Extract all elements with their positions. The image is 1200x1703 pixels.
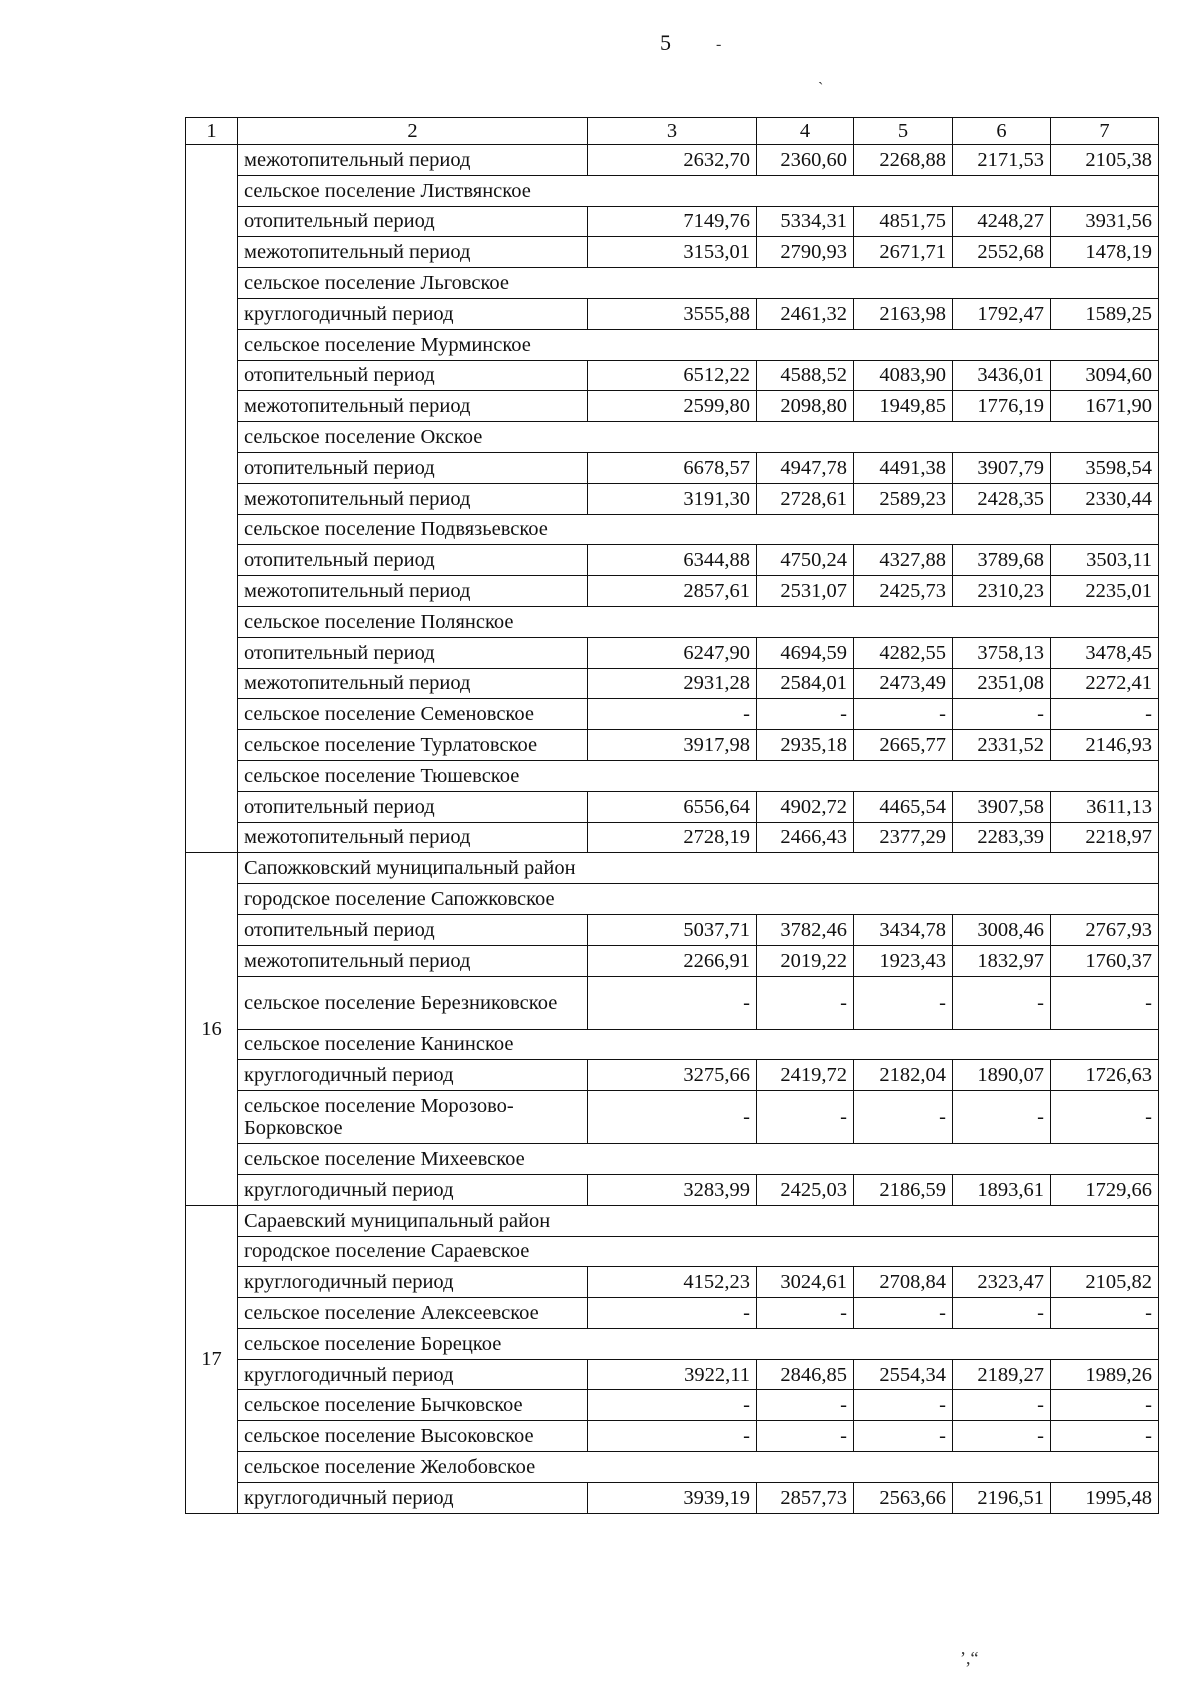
value-cell: -	[1051, 1390, 1159, 1421]
value-cell: 2931,28	[588, 668, 757, 699]
row-label: сельское поселение Березниковское	[238, 976, 588, 1029]
table-row	[186, 1390, 1159, 1421]
table-row	[186, 545, 1159, 576]
row-label: межотопительный период	[238, 945, 588, 976]
value-cell: 5037,71	[588, 914, 757, 945]
value-cell: 2105,38	[1051, 145, 1159, 176]
value-cell: 4588,52	[757, 360, 854, 391]
row-label: городское поселение Сапожковское	[238, 884, 1159, 915]
table-row	[186, 452, 1159, 483]
value-cell: 2461,32	[757, 298, 854, 329]
value-cell: 4851,75	[854, 206, 953, 237]
table-row	[186, 329, 1159, 360]
value-cell: 4465,54	[854, 791, 953, 822]
table-row	[186, 914, 1159, 945]
table-row	[186, 576, 1159, 607]
table-row	[186, 483, 1159, 514]
value-cell: -	[757, 1421, 854, 1452]
row-label: круглогодичный период	[238, 1359, 588, 1390]
table-row	[186, 1029, 1159, 1060]
table-row	[186, 1267, 1159, 1298]
row-label: Сараевский муниципальный район	[238, 1205, 1159, 1236]
table-row	[186, 884, 1159, 915]
value-cell: 2323,47	[953, 1267, 1051, 1298]
table-row	[186, 422, 1159, 453]
value-cell: 2767,93	[1051, 914, 1159, 945]
value-cell: 3275,66	[588, 1060, 757, 1091]
value-cell: 2671,71	[854, 237, 953, 268]
row-label: сельское поселение Листвянское	[238, 175, 1159, 206]
value-cell: -	[854, 1421, 953, 1452]
table-row	[186, 1060, 1159, 1091]
value-cell: 2790,93	[757, 237, 854, 268]
value-cell: 1729,66	[1051, 1174, 1159, 1205]
table-row	[186, 760, 1159, 791]
tariff-table	[185, 117, 1159, 1514]
table-row	[186, 360, 1159, 391]
value-cell: -	[854, 976, 953, 1029]
value-cell: 4327,88	[854, 545, 953, 576]
signature-mark: ’,“	[960, 1648, 979, 1668]
value-cell: -	[1051, 1421, 1159, 1452]
value-cell: -	[757, 1091, 854, 1144]
value-cell: -	[1051, 699, 1159, 730]
value-cell: 2235,01	[1051, 576, 1159, 607]
value-cell: 2425,73	[854, 576, 953, 607]
value-cell: 2360,60	[757, 145, 854, 176]
row-label: сельское поселение Михеевское	[238, 1144, 1159, 1175]
value-cell: 4902,72	[757, 791, 854, 822]
value-cell: 3094,60	[1051, 360, 1159, 391]
value-cell: 2171,53	[953, 145, 1051, 176]
value-cell: 2554,34	[854, 1359, 953, 1390]
value-cell: 6556,64	[588, 791, 757, 822]
row-label: сельское поселение Полянское	[238, 606, 1159, 637]
value-cell: 1893,61	[953, 1174, 1051, 1205]
value-cell: 3024,61	[757, 1267, 854, 1298]
value-cell: 3008,46	[953, 914, 1051, 945]
row-label: круглогодичный период	[238, 1267, 588, 1298]
table-row	[186, 976, 1159, 1029]
row-label: межотопительный период	[238, 237, 588, 268]
value-cell: -	[757, 1298, 854, 1329]
row-label: круглогодичный период	[238, 298, 588, 329]
table-row	[186, 1482, 1159, 1513]
row-label: отопительный период	[238, 637, 588, 668]
value-cell: 3939,19	[588, 1482, 757, 1513]
value-cell: -	[588, 699, 757, 730]
value-cell: 1995,48	[1051, 1482, 1159, 1513]
value-cell: 2351,08	[953, 668, 1051, 699]
table-row	[186, 268, 1159, 299]
row-label: сельское поселение Борецкое	[238, 1328, 1159, 1359]
column-header: 3	[588, 118, 757, 145]
row-label: отопительный период	[238, 791, 588, 822]
value-cell: 2268,88	[854, 145, 953, 176]
row-number-cell: 16	[186, 853, 238, 1205]
value-cell: 2163,98	[854, 298, 953, 329]
row-label: отопительный период	[238, 914, 588, 945]
row-label: сельское поселение Льговское	[238, 268, 1159, 299]
value-cell: 1589,25	[1051, 298, 1159, 329]
value-cell: 2019,22	[757, 945, 854, 976]
value-cell: 1478,19	[1051, 237, 1159, 268]
column-header: 2	[238, 118, 588, 145]
row-label: отопительный период	[238, 206, 588, 237]
value-cell: -	[1051, 1091, 1159, 1144]
row-label: сельское поселение Высоковское	[238, 1421, 588, 1452]
value-cell: -	[854, 1298, 953, 1329]
value-cell: -	[953, 1298, 1051, 1329]
row-label: городское поселение Сараевское	[238, 1236, 1159, 1267]
table-row	[186, 637, 1159, 668]
value-cell: 2196,51	[953, 1482, 1051, 1513]
value-cell: 2419,72	[757, 1060, 854, 1091]
value-cell: 3922,11	[588, 1359, 757, 1390]
value-cell: 3917,98	[588, 730, 757, 761]
value-cell: 3283,99	[588, 1174, 757, 1205]
value-cell: -	[588, 1091, 757, 1144]
value-cell: 2466,43	[757, 822, 854, 853]
value-cell: 2599,80	[588, 391, 757, 422]
value-cell: 2728,19	[588, 822, 757, 853]
column-header: 5	[854, 118, 953, 145]
value-cell: -	[953, 1390, 1051, 1421]
scan-mark: -	[716, 36, 722, 53]
column-header: 4	[757, 118, 854, 145]
row-label: сельское поселение Семеновское	[238, 699, 588, 730]
value-cell: 1776,19	[953, 391, 1051, 422]
row-label: круглогодичный период	[238, 1174, 588, 1205]
scan-mark: `	[818, 80, 824, 97]
value-cell: 7149,76	[588, 206, 757, 237]
value-cell: 2665,77	[854, 730, 953, 761]
value-cell: 3907,79	[953, 452, 1051, 483]
value-cell: 2331,52	[953, 730, 1051, 761]
value-cell: 2189,27	[953, 1359, 1051, 1390]
row-label: сельское поселение Алексеевское	[238, 1298, 588, 1329]
value-cell: 2857,61	[588, 576, 757, 607]
value-cell: 3478,45	[1051, 637, 1159, 668]
value-cell: -	[854, 699, 953, 730]
row-label: сельское поселение Окское	[238, 422, 1159, 453]
value-cell: -	[588, 1390, 757, 1421]
value-cell: 2330,44	[1051, 483, 1159, 514]
row-number-cell	[186, 145, 238, 853]
table-row	[186, 1298, 1159, 1329]
table-row	[186, 1421, 1159, 1452]
table-row	[186, 853, 1159, 884]
value-cell: -	[953, 699, 1051, 730]
column-header: 1	[186, 118, 238, 145]
value-cell: 1832,97	[953, 945, 1051, 976]
value-cell: -	[854, 1091, 953, 1144]
value-cell: 4282,55	[854, 637, 953, 668]
value-cell: -	[588, 1421, 757, 1452]
table-row	[186, 1236, 1159, 1267]
table-row	[186, 668, 1159, 699]
value-cell: 4947,78	[757, 452, 854, 483]
value-cell: 2563,66	[854, 1482, 953, 1513]
value-cell: 4491,38	[854, 452, 953, 483]
value-cell: 2531,07	[757, 576, 854, 607]
value-cell: 2584,01	[757, 668, 854, 699]
table-row	[186, 822, 1159, 853]
column-header: 7	[1051, 118, 1159, 145]
table-row	[186, 175, 1159, 206]
value-cell: 6678,57	[588, 452, 757, 483]
row-label: межотопительный период	[238, 822, 588, 853]
value-cell: 2272,41	[1051, 668, 1159, 699]
value-cell: 3907,58	[953, 791, 1051, 822]
row-label: сельское поселение Турлатовское	[238, 730, 588, 761]
value-cell: 1989,26	[1051, 1359, 1159, 1390]
row-label: круглогодичный период	[238, 1482, 588, 1513]
table-row	[186, 945, 1159, 976]
value-cell: 1792,47	[953, 298, 1051, 329]
value-cell: 2105,82	[1051, 1267, 1159, 1298]
table-row	[186, 391, 1159, 422]
value-cell: -	[757, 976, 854, 1029]
value-cell: 6247,90	[588, 637, 757, 668]
table-row	[186, 730, 1159, 761]
value-cell: 1890,07	[953, 1060, 1051, 1091]
value-cell: 5334,31	[757, 206, 854, 237]
row-label: межотопительный период	[238, 391, 588, 422]
value-cell: -	[757, 1390, 854, 1421]
value-cell: -	[854, 1390, 953, 1421]
row-label: сельское поселение Тюшевское	[238, 760, 1159, 791]
table-row	[186, 1144, 1159, 1175]
row-label: сельское поселение Морозово-Борковское	[238, 1091, 588, 1144]
value-cell: 3931,56	[1051, 206, 1159, 237]
table-row	[186, 1359, 1159, 1390]
value-cell: 6512,22	[588, 360, 757, 391]
table-row	[186, 1205, 1159, 1236]
row-label: Сапожковский муниципальный район	[238, 853, 1159, 884]
value-cell: 4694,59	[757, 637, 854, 668]
value-cell: 1949,85	[854, 391, 953, 422]
value-cell: 2728,61	[757, 483, 854, 514]
row-label: межотопительный период	[238, 483, 588, 514]
row-label: отопительный период	[238, 452, 588, 483]
value-cell: 3503,11	[1051, 545, 1159, 576]
value-cell: 2146,93	[1051, 730, 1159, 761]
table-row	[186, 514, 1159, 545]
table-body	[186, 118, 1159, 1514]
value-cell: 1671,90	[1051, 391, 1159, 422]
table-row	[186, 1328, 1159, 1359]
value-cell: 4248,27	[953, 206, 1051, 237]
value-cell: 2283,39	[953, 822, 1051, 853]
value-cell: -	[757, 699, 854, 730]
value-cell: -	[1051, 976, 1159, 1029]
value-cell: 2857,73	[757, 1482, 854, 1513]
value-cell: 3555,88	[588, 298, 757, 329]
value-cell: 2182,04	[854, 1060, 953, 1091]
value-cell: -	[588, 976, 757, 1029]
table-row	[186, 1174, 1159, 1205]
value-cell: 4152,23	[588, 1267, 757, 1298]
value-cell: 3789,68	[953, 545, 1051, 576]
value-cell: 3782,46	[757, 914, 854, 945]
table-row	[186, 1452, 1159, 1483]
table-row	[186, 791, 1159, 822]
row-label: сельское поселение Подвязьевское	[238, 514, 1159, 545]
value-cell: 2632,70	[588, 145, 757, 176]
table-row	[186, 606, 1159, 637]
value-cell: 2098,80	[757, 391, 854, 422]
value-cell: -	[1051, 1298, 1159, 1329]
value-cell: 4750,24	[757, 545, 854, 576]
value-cell: 2552,68	[953, 237, 1051, 268]
header-row	[186, 118, 1159, 145]
value-cell: 2428,35	[953, 483, 1051, 514]
table-row	[186, 1091, 1159, 1144]
value-cell: 2377,29	[854, 822, 953, 853]
row-number-cell: 17	[186, 1205, 238, 1513]
table-row	[186, 145, 1159, 176]
value-cell: 2310,23	[953, 576, 1051, 607]
value-cell: 1760,37	[1051, 945, 1159, 976]
row-label: межотопительный период	[238, 145, 588, 176]
row-label: отопительный период	[238, 360, 588, 391]
value-cell: -	[953, 1421, 1051, 1452]
value-cell: 4083,90	[854, 360, 953, 391]
value-cell: 2846,85	[757, 1359, 854, 1390]
table-row	[186, 699, 1159, 730]
table-row	[186, 298, 1159, 329]
value-cell: 2425,03	[757, 1174, 854, 1205]
value-cell: 2708,84	[854, 1267, 953, 1298]
row-label: межотопительный период	[238, 576, 588, 607]
row-label: отопительный период	[238, 545, 588, 576]
value-cell: -	[953, 1091, 1051, 1144]
row-label: сельское поселение Мурминское	[238, 329, 1159, 360]
value-cell: 1726,63	[1051, 1060, 1159, 1091]
column-header: 6	[953, 118, 1051, 145]
value-cell: 2589,23	[854, 483, 953, 514]
value-cell: 2473,49	[854, 668, 953, 699]
value-cell: 6344,88	[588, 545, 757, 576]
page-number: 5	[660, 30, 671, 55]
value-cell: 2186,59	[854, 1174, 953, 1205]
value-cell: 2218,97	[1051, 822, 1159, 853]
table-row	[186, 237, 1159, 268]
value-cell: 3434,78	[854, 914, 953, 945]
row-label: круглогодичный период	[238, 1060, 588, 1091]
value-cell: 3611,13	[1051, 791, 1159, 822]
value-cell: 3598,54	[1051, 452, 1159, 483]
value-cell: 2935,18	[757, 730, 854, 761]
row-label: сельское поселение Желобовское	[238, 1452, 1159, 1483]
value-cell: -	[588, 1298, 757, 1329]
value-cell: 3758,13	[953, 637, 1051, 668]
value-cell: 3153,01	[588, 237, 757, 268]
value-cell: 2266,91	[588, 945, 757, 976]
value-cell: 1923,43	[854, 945, 953, 976]
value-cell: 3436,01	[953, 360, 1051, 391]
value-cell: -	[953, 976, 1051, 1029]
row-label: межотопительный период	[238, 668, 588, 699]
table-row	[186, 206, 1159, 237]
row-label: сельское поселение Бычковское	[238, 1390, 588, 1421]
value-cell: 3191,30	[588, 483, 757, 514]
row-label: сельское поселение Канинское	[238, 1029, 1159, 1060]
